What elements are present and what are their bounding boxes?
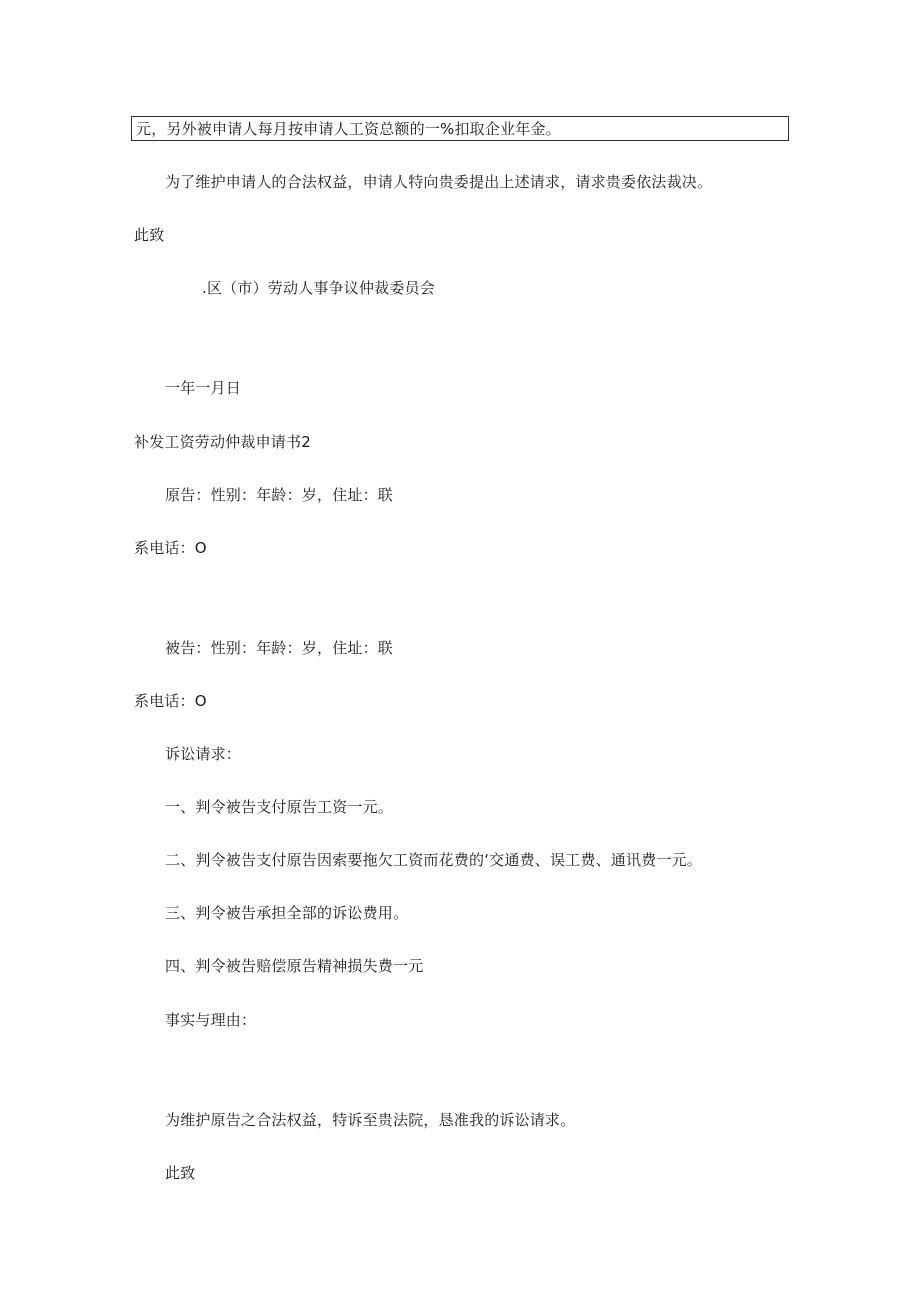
document-title: 补发工资劳动仲裁申请书2 — [134, 433, 311, 451]
list-item: 四、判令被告赔偿原告精神损失费一元 — [165, 957, 424, 975]
list-item: 二、判令被告支付原告因索要拖欠工资而花费的‘交通费、误工费、通讯费一元。 — [165, 851, 702, 869]
text-line-boxed: 元，另外被申请人每月按申请人工资总额的一%扣取企业年金。 — [131, 116, 789, 141]
text-line: 系电话：O — [134, 692, 207, 710]
text-line: 原告：性别：年龄：岁，住址：联 — [165, 486, 394, 504]
text-line: 此致 — [134, 226, 165, 244]
text-line: 为维护原告之合法权益，特诉至贵法院，恳准我的诉讼请求。 — [165, 1111, 576, 1129]
text-line: 一年一月日 — [165, 379, 242, 397]
section-heading: 诉讼请求： — [165, 745, 242, 763]
section-heading: 事实与理由： — [165, 1011, 257, 1029]
text-line: 系电话：O — [134, 539, 207, 557]
list-item: 一、判令被告支付原告工资一元。 — [165, 798, 394, 816]
text-line: 为了维护申请人的合法权益，申请人特向贵委提出上述请求，请求贵委依法裁决。 — [165, 173, 713, 191]
text-line: .区（市）劳动人事争议仲裁委员会 — [202, 279, 435, 297]
text-line: 被告：性别：年龄：岁，住址：联 — [165, 639, 394, 657]
text-line: 此致 — [165, 1164, 196, 1182]
list-item: 三、判令被告承担全部的诉讼费用。 — [165, 904, 409, 922]
